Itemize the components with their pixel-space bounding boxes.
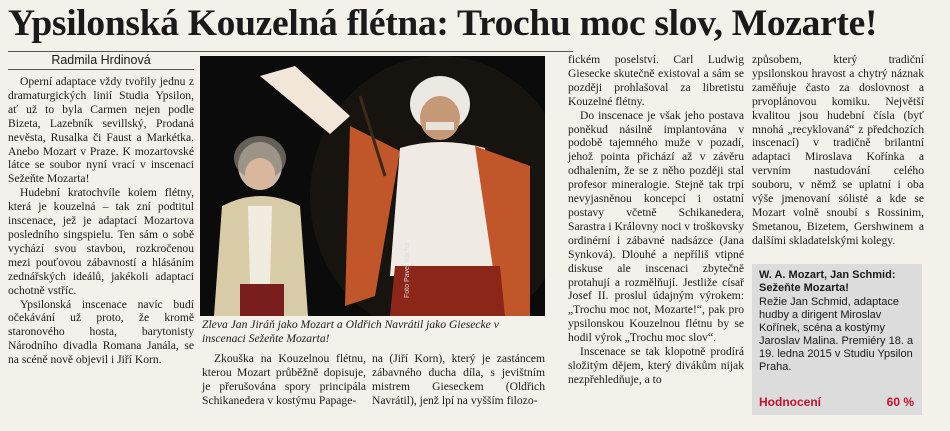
paragraph: Operní adaptace vždy tvořily jednu z dramaturgických linií Studia Ypsilon, ať už to byla Carmen nejen podle Bizeta, Lazebník sevillský, Prodaná nevěsta, Rusalka či Faust a Markétka. Anebo Mozart v Praze. K mozartovské látce se soubor nyní vrací v inscenaci Sežeňte Mozarta! [8,75,194,186]
rating-value: 60 % [886,395,914,409]
column-2a [202,352,366,408]
paragraph: Hudební kratochvíle kolem flétny, která je kouzelná – tak zní podtitul inscenace, jež je adaptací Mozartova posledního singspielu. Ten sám o sobě vychází svou stavbou, rozkročenou mezi pouťovou zábavností a hlásáním zednářských ideálů, jakékoli adaptaci ochotně vstříc. [8,186,194,297]
paragraph: Inscenace se tak klopotně prodírá složitým dějem, který divákům nijak nezpřehledňuje, a to [568,345,744,386]
divider [8,51,573,52]
paragraph: na (Jiří Korn), který je zastáncem zábavného ducha díla, s jevištním mistrem Gieseckem (Oldřich Navrátil), jenž lpí na vyšším filozo- [372,352,545,407]
divider [8,69,194,70]
column-3 [568,53,744,387]
column-4 [752,53,924,248]
review-infobox [752,264,922,415]
headline: Ypsilonská Kouzelná flétna: Trochu moc slov, Mozarte! [8,3,878,44]
paragraph: Zkouška na Kouzelnou flétnu, kterou Mozart průběžně dopisuje, je přerušována spory principála Schikanedera v kostýmu Papage- [202,352,366,407]
article-photo [200,56,545,316]
column-2b [372,352,545,408]
column-1 [8,75,194,367]
paragraph: Ypsilonská inscenace navíc budí očekávání už proto, že kromě staronového hosta, barytonisty Národního divadla Romana Janála, se na scéně nově objevil i Jiří Korn. [8,297,194,367]
paragraph: fickém poselství. Carl Ludwig Giesecke skutečně existoval a sám se později prohlašoval za libretistu Kouzelné flétny. [568,53,744,108]
infobox-body: Režie Jan Schmid, adaptace hudby a dirigent Miroslav Kořínek, scéna a kostýmy Jaroslav Malina. Premiéry 18. a 19. ledna 2015 v Studiu Ypsilon Praha. [759,296,914,373]
stage-photo-illustration [200,56,545,316]
photo-caption: Zleva Jan Jiráň jako Mozart a Oldřich Navrátil jako Giesecke v inscenaci Sežeňte Mozarta! [202,318,499,345]
paragraph: způsobem, který tradiční ypsilonskou hravost a chytrý náznak zaměňuje často za doslovnost a prvoplánovou komiku. Největší kvalitou jsou hudební čísla (byť mnohá „recyklovaná“ z předchozích inscenací) v tradičně brilantní adaptaci Miroslava Kořínka a vervním nastudování celého souboru, v němž se uplatní i oba výše jmenovaní sólisté a kde se Mozart volně snoubí s Rossinim, Smetanou, Bizetem, Gershwinem a dalšími skladatelskými kolegy. [752,53,924,247]
infobox-title: W. A. Mozart, Jan Schmid: Sežeňte Mozarta! [759,269,896,294]
paragraph: Do inscenace je však jeho postava poněkud násilně implantována v podobě tajemného muže v pozadí, jehož pointa přichází až v závěru odhalením, že se z něho později stal profesor mineralogie. Stejně tak trpí nevyjasněnou koncepcí i ostatní postavy včetně Schikanedera, Sarastra i Královny noci v troškovsky ordinérní i zábavné nadsázce (Jana Synková). Dlouhé a nepříliš vtipné diskuse ale inscenaci zbytečně protahují a rozmělňují. Jestliže císař Josef II. proslul údajným výrokem: „Trochu moc not, Mozarte!“, pak pro ypsilonskou Kouzelnou flétnu by se hodil výrok „Trochu moc slov“. [568,108,744,345]
photo-credit: Foto Pavel Vácha [404,242,411,298]
rating-label: Hodnocení [759,395,821,409]
author-byline: Radmila Hrdinová [51,53,151,67]
